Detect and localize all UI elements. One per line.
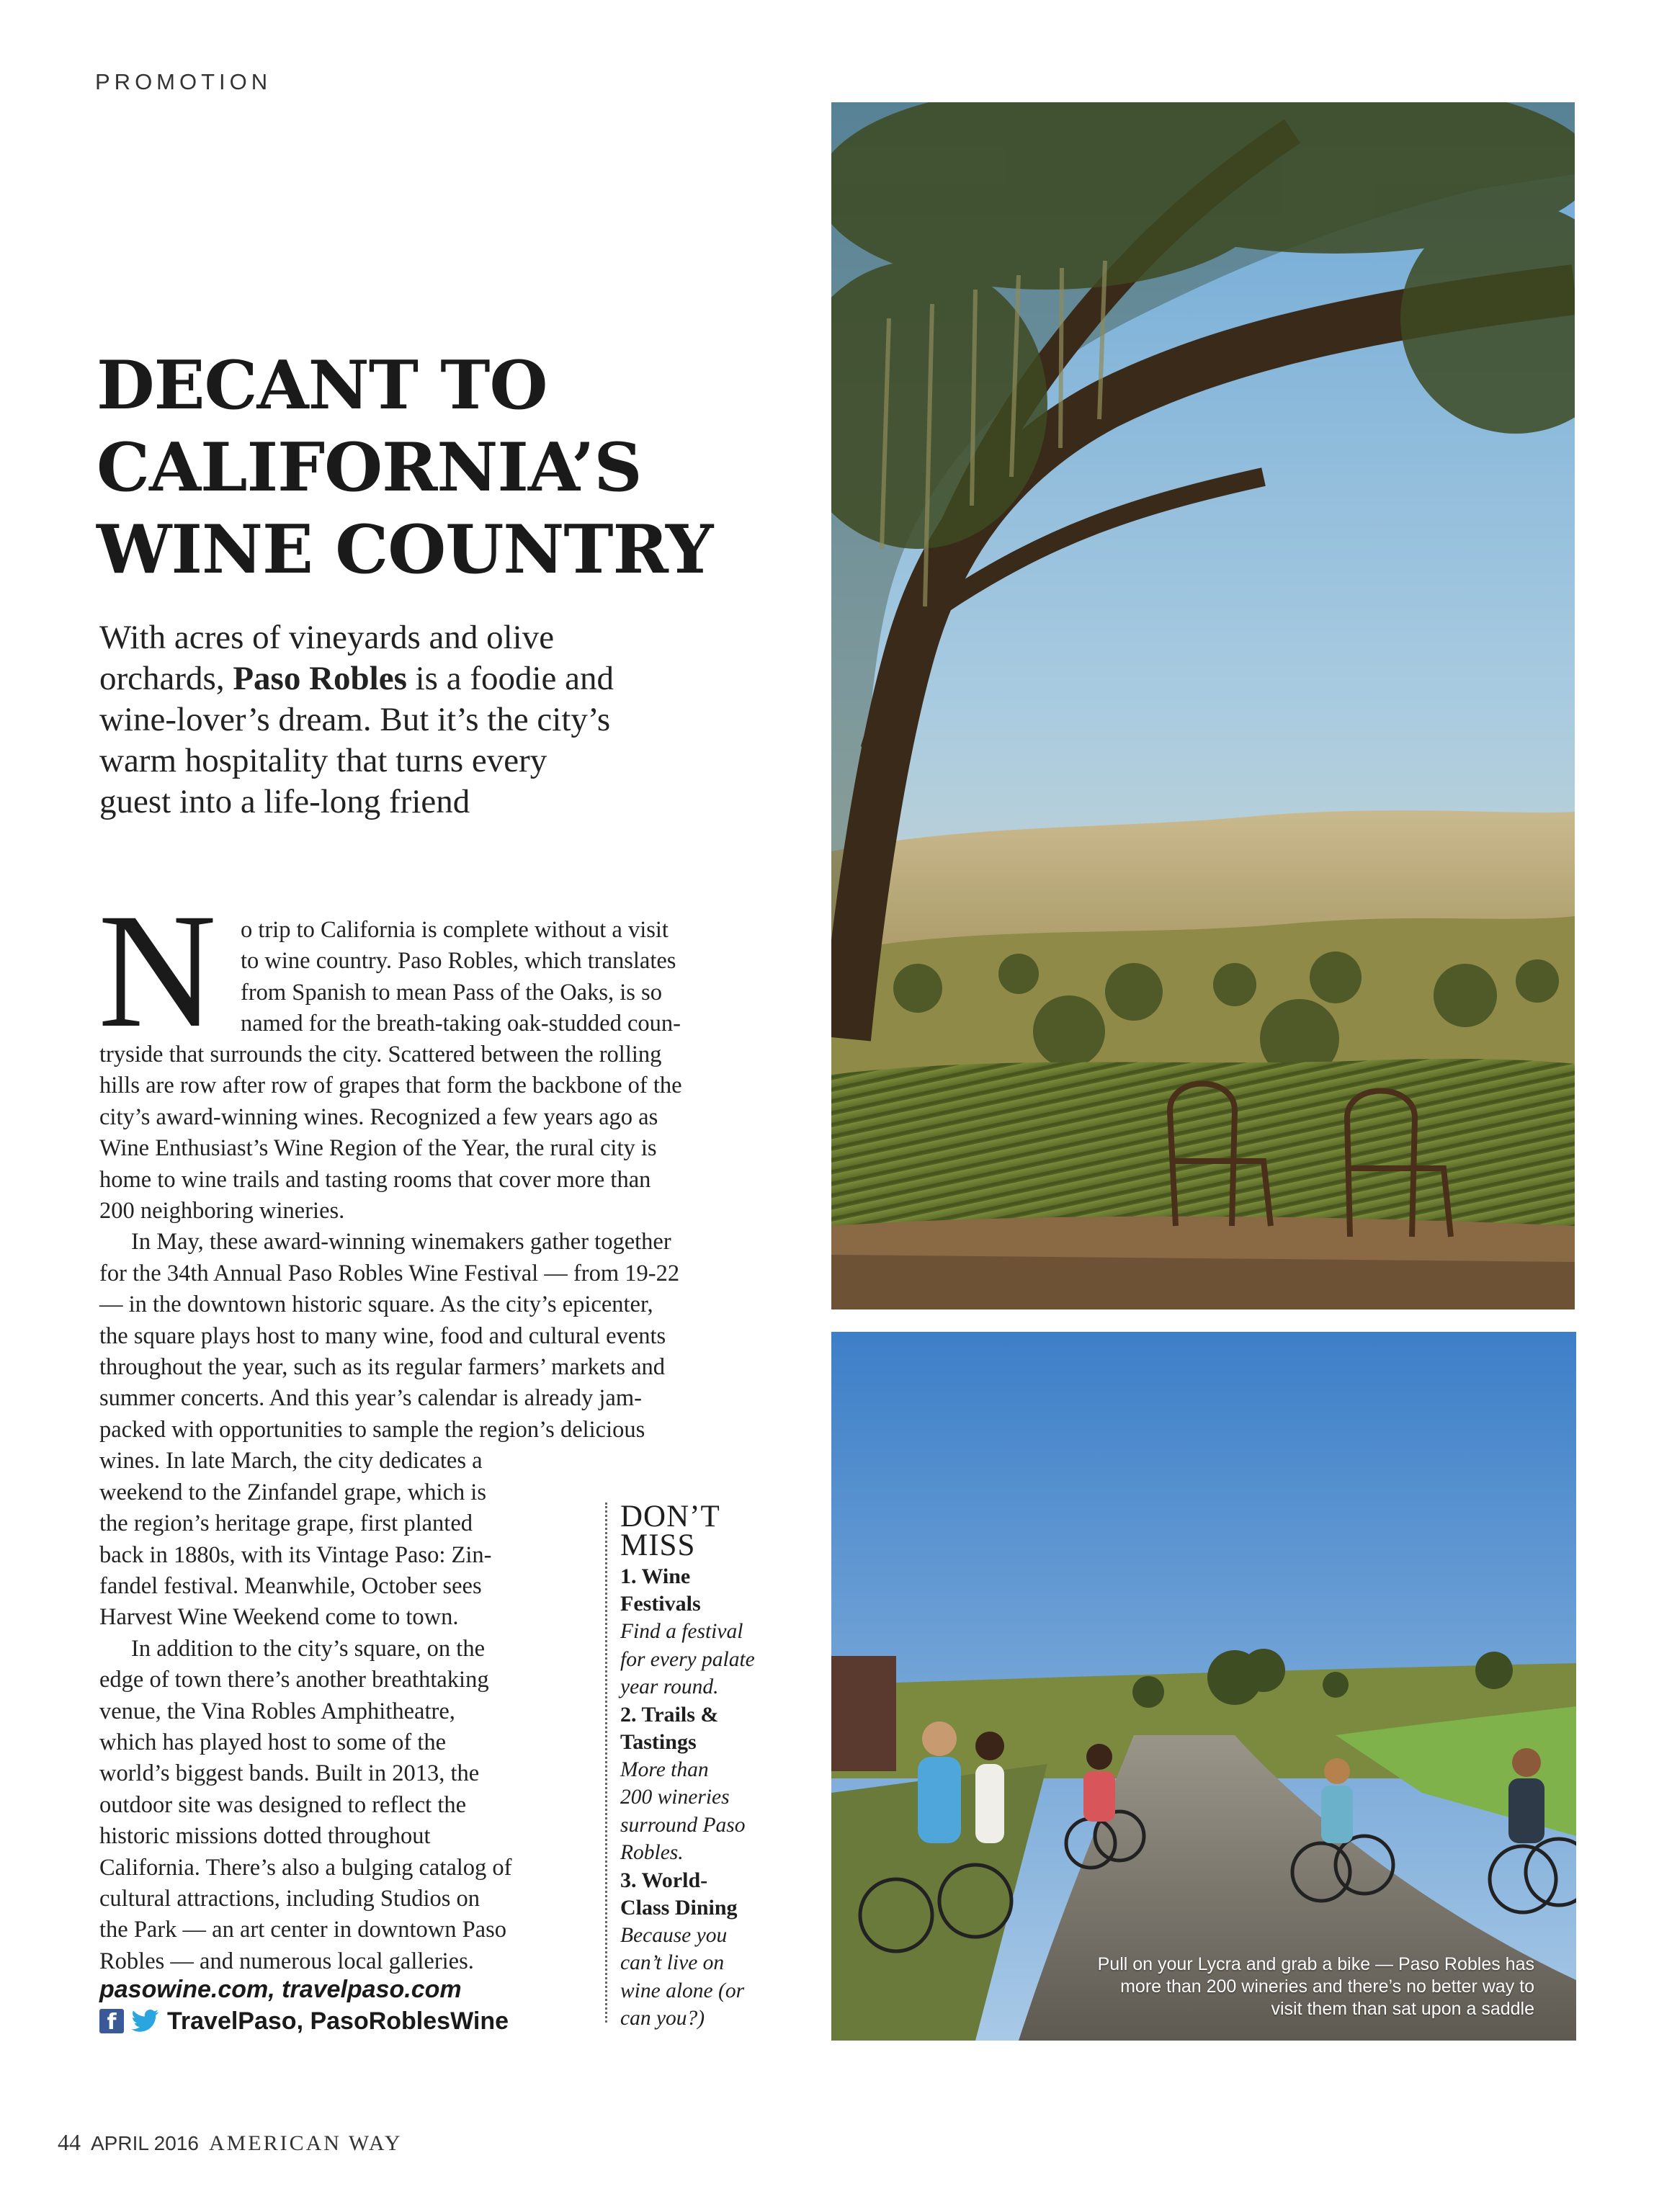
headline-line: WINE COUNTRY [97,510,713,588]
sidebar-item-text: More than [620,1757,709,1781]
body-first-lines [241,915,681,1040]
caption-line: Pull on your Lycra and grab a bike — Paso Robles has [1097,1954,1534,1974]
deck-line [99,658,697,699]
sidebar-item-text: 200 wineries [620,1786,730,1809]
body-line: 200 neighboring wineries. [99,1198,345,1224]
sidebar-item-text: can you?) [620,2007,705,2030]
caption-line: visit them than sat upon a saddle [1271,1999,1534,2019]
body-line: In addition to the city’s square, on the [131,1635,486,1662]
body-line: outdoor site was designed to reflect the [99,1791,467,1818]
article-body [99,1039,682,1977]
article-deck [99,617,697,823]
deck-place-name: Paso Robles [233,660,407,697]
magazine-name: AMERICAN WAY [208,2131,403,2155]
headline-line: DECANT TO [97,346,547,424]
photo-caption [1016,1953,1534,2020]
oak-vineyard-illustration [831,102,1575,1309]
body-line: to wine country. Paso Robles, which translates [241,948,676,975]
article-headline [97,344,788,591]
sidebar-item-text: surround Paso [620,1813,746,1837]
cyclists-illustration [831,1332,1576,2041]
body-line: packed with opportunities to sample the region’s delicious [99,1416,645,1443]
caption-line: more than 200 wineries and there’s no better way to [1120,1976,1534,1997]
photo-cyclists [831,1332,1576,2041]
sidebar-item-text: Robles. [620,1841,684,1864]
sidebar-item-text: year round. [620,1675,719,1698]
sidebar-title-line: MISS [620,1528,696,1562]
body-line: Harvest Wine Weekend come to town. [99,1604,459,1631]
deck-text: is a foodie and [406,660,614,697]
body-line: summer concerts. And this year’s calendar is already jam- [99,1385,642,1412]
deck-text: orchards, [99,660,233,697]
website-links[interactable]: pasowine.com, travelpaso.com [99,1976,462,2003]
body-line: o trip to California is complete without a visit [241,917,669,943]
sidebar-item-text: for every palate [620,1647,755,1671]
body-line: weekend to the Zinfandel grape, which is [99,1479,486,1505]
body-line: the square plays host to many wine, food and cultural events [99,1322,666,1349]
article-links [99,1974,509,2037]
body-line: the region’s heritage grape, first planted [99,1510,473,1537]
body-line: tryside that surrounds the city. Scattered between the rolling [99,1042,662,1067]
sidebar-item-heading: 3. World- [620,1868,708,1892]
body-line: wines. In late March, the city dedicates a [99,1448,483,1474]
body-line: venue, the Vina Robles Amphitheatre, [99,1698,455,1724]
deck-line: warm hospitality that turns every [99,742,547,779]
drop-cap: N [98,880,217,1062]
sidebar-item-heading: Class Dining [620,1895,738,1920]
body-line: Robles — and numerous local galleries. [99,1948,474,1974]
page-footer [58,2129,402,2156]
body-line: from Spanish to mean Pass of the Oaks, is so [241,979,662,1006]
sidebar-item-text: Find a festival [620,1620,743,1643]
body-line: throughout the year, such as its regular farmers’ markets and [99,1354,666,1381]
body-line: which has played host to some of the [99,1729,447,1755]
body-line: — in the downtown historic square. As the city’s epicenter, [99,1291,653,1318]
sidebar-item-text: can’t live on [620,1951,725,1974]
headline-line: CALIFORNIA’S [97,428,642,506]
sidebar-item-heading: 2. Trails & [620,1702,719,1727]
dont-miss-sidebar [605,1500,785,2030]
page-number: 44 [58,2129,81,2155]
sidebar-item-heading: Festivals [620,1592,701,1616]
deck-line: wine-lover’s dream. But it’s the city’s [99,701,611,738]
body-line: back in 1880s, with its Vintage Paso: Zin- [99,1541,492,1568]
body-line: hills are row after row of grapes that form the backbone of the [99,1073,682,1099]
social-handles-text[interactable]: TravelPaso, PasoRoblesWine [167,2007,509,2035]
sidebar-item-heading: 1. Wine [620,1564,691,1588]
body-line: Wine Enthusiast’s Wine Region of the Year, the rural city is [99,1135,657,1162]
body-line: California. There’s also a bulging catalog of [99,1854,512,1881]
body-line: home to wine trails and tasting rooms that cover more than [99,1166,651,1193]
body-line: world’s biggest bands. Built in 2013, the [99,1760,480,1787]
body-line: In May, these award-winning winemakers gather together [131,1229,671,1255]
twitter-icon[interactable] [131,2009,160,2033]
body-line: historic missions dotted throughout [99,1823,431,1850]
social-handles [99,2005,509,2037]
sidebar-item-text: Because you [620,1923,728,1947]
deck-line: guest into a life-long friend [99,783,470,820]
body-line: for the 34th Annual Paso Robles Wine Festival — from 19-22 [99,1260,680,1286]
body-line: named for the breath-taking oak-studded coun- [241,1011,681,1037]
sidebar-item-text: wine alone (or [620,1979,745,2002]
sidebar-title-line: DON’T [620,1500,720,1533]
body-line: fandel festival. Meanwhile, October sees [99,1572,482,1599]
deck-line: With acres of vineyards and olive [99,619,555,656]
sidebar-title [620,1500,785,1562]
facebook-icon[interactable]: f [99,2009,124,2033]
sidebar-item-heading: Tastings [620,1729,697,1754]
photo-oak-tree-vineyard [831,102,1575,1309]
body-line: city’s award-winning wines. Recognized a few years ago as [99,1103,658,1130]
issue-date: APRIL 2016 [91,2132,199,2154]
body-line: edge of town there’s another breathtaking [99,1667,489,1693]
body-line: cultural attractions, including Studios on [99,1885,480,1912]
promotion-label: PROMOTION [95,69,272,94]
body-line: the Park — an art center in downtown Paso [99,1917,507,1943]
